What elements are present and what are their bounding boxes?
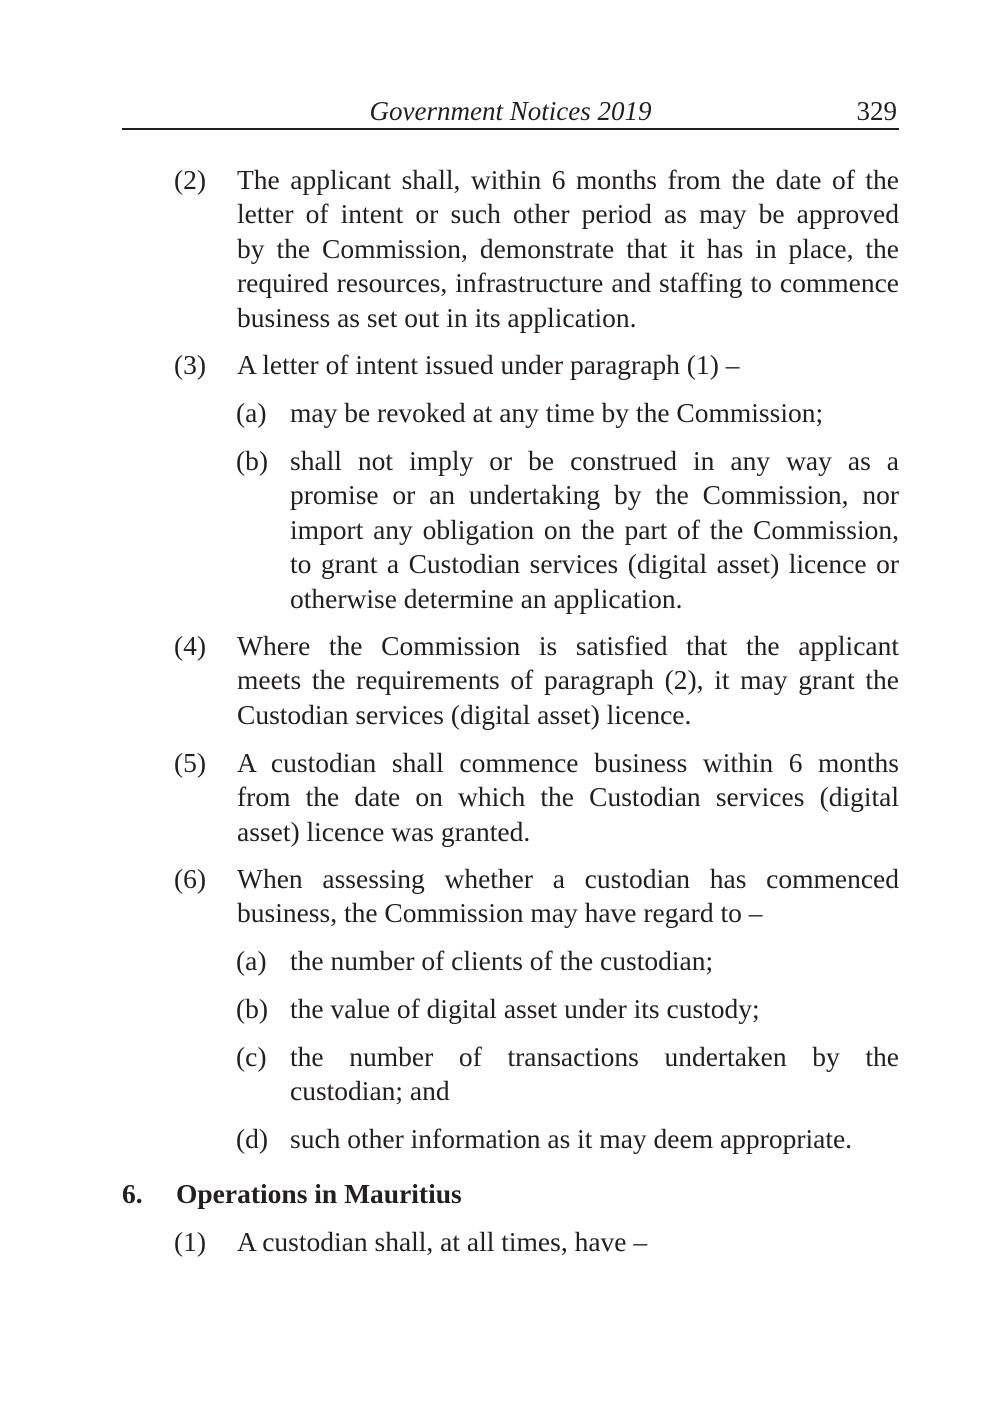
paragraph-number: (5) bbox=[174, 747, 207, 778]
text-line: The applicant shall, within 6 months from the date of the bbox=[237, 164, 899, 195]
item-label: (d) bbox=[236, 1123, 269, 1154]
text-line: the number of transactions undertaken by the bbox=[290, 1041, 899, 1072]
text-line: A custodian shall commence business within 6 months bbox=[237, 747, 899, 778]
paragraph-4 bbox=[237, 629, 899, 732]
text-line: custodian; and bbox=[290, 1075, 450, 1107]
item-3b bbox=[290, 444, 899, 616]
text-line: meets the requirements of paragraph (2), it may grant the bbox=[237, 664, 899, 696]
paragraph-5 bbox=[237, 746, 899, 849]
text-line: required resources, infrastructure and staffing to commence bbox=[237, 267, 899, 299]
text-line: business, the Commission may have regard to – bbox=[237, 897, 763, 929]
text-line: shall not imply or be construed in any way as a bbox=[290, 445, 899, 476]
text-line: A custodian shall, at all times, have – bbox=[237, 1226, 648, 1257]
section-number: 6. bbox=[122, 1178, 143, 1209]
text-line: otherwise determine an application. bbox=[290, 582, 683, 614]
page-number: 329 bbox=[856, 96, 897, 126]
item-label: (c) bbox=[236, 1041, 267, 1072]
text-line: A letter of intent issued under paragraph (1) – bbox=[237, 349, 740, 380]
text-line: When assessing whether a custodian has commenced bbox=[237, 863, 899, 894]
paragraph-number: (4) bbox=[174, 630, 207, 661]
paragraph-number: (1) bbox=[174, 1226, 207, 1257]
paragraph-3 bbox=[237, 348, 899, 382]
paragraph-number: (2) bbox=[174, 164, 207, 195]
paragraph-number: (6) bbox=[174, 863, 207, 894]
item-6a bbox=[290, 944, 899, 978]
item-3a bbox=[290, 396, 899, 430]
text-line: letter of intent or such other period as may be approved bbox=[237, 198, 899, 230]
paragraph-number: (3) bbox=[174, 349, 207, 380]
section-6-paragraph-1 bbox=[237, 1225, 899, 1259]
item-label: (a) bbox=[236, 945, 267, 976]
text-line: the value of digital asset under its custody; bbox=[290, 993, 760, 1024]
text-line: such other information as it may deem appropriate. bbox=[290, 1123, 853, 1154]
item-6c bbox=[290, 1040, 899, 1109]
item-6d bbox=[290, 1122, 899, 1156]
section-heading: Operations in Mauritius bbox=[176, 1178, 462, 1209]
paragraph-6 bbox=[237, 862, 899, 931]
text-line: may be revoked at any time by the Commission; bbox=[290, 397, 824, 428]
text-line: import any obligation on the part of the Commission, bbox=[290, 513, 899, 545]
text-line: by the Commission, demonstrate that it has in place, the bbox=[237, 232, 899, 264]
item-label: (b) bbox=[236, 445, 269, 476]
paragraph-2 bbox=[237, 163, 899, 335]
text-line: promise or an undertaking by the Commission, nor bbox=[290, 479, 899, 511]
item-label: (b) bbox=[236, 993, 269, 1024]
text-line: the number of clients of the custodian; bbox=[290, 945, 714, 976]
item-6b bbox=[290, 992, 899, 1026]
page-header bbox=[122, 94, 899, 130]
text-line: business as set out in its application. bbox=[237, 301, 637, 333]
text-line: asset) licence was granted. bbox=[237, 815, 531, 847]
running-header-title: Government Notices 2019 bbox=[369, 96, 652, 126]
text-line: Custodian services (digital asset) licence. bbox=[237, 698, 692, 730]
text-line: from the date on which the Custodian services (digital bbox=[237, 781, 899, 813]
item-label: (a) bbox=[236, 397, 267, 428]
text-line: to grant a Custodian services (digital asset) licence or bbox=[290, 548, 899, 580]
text-line: Where the Commission is satisfied that the applicant bbox=[237, 630, 899, 661]
